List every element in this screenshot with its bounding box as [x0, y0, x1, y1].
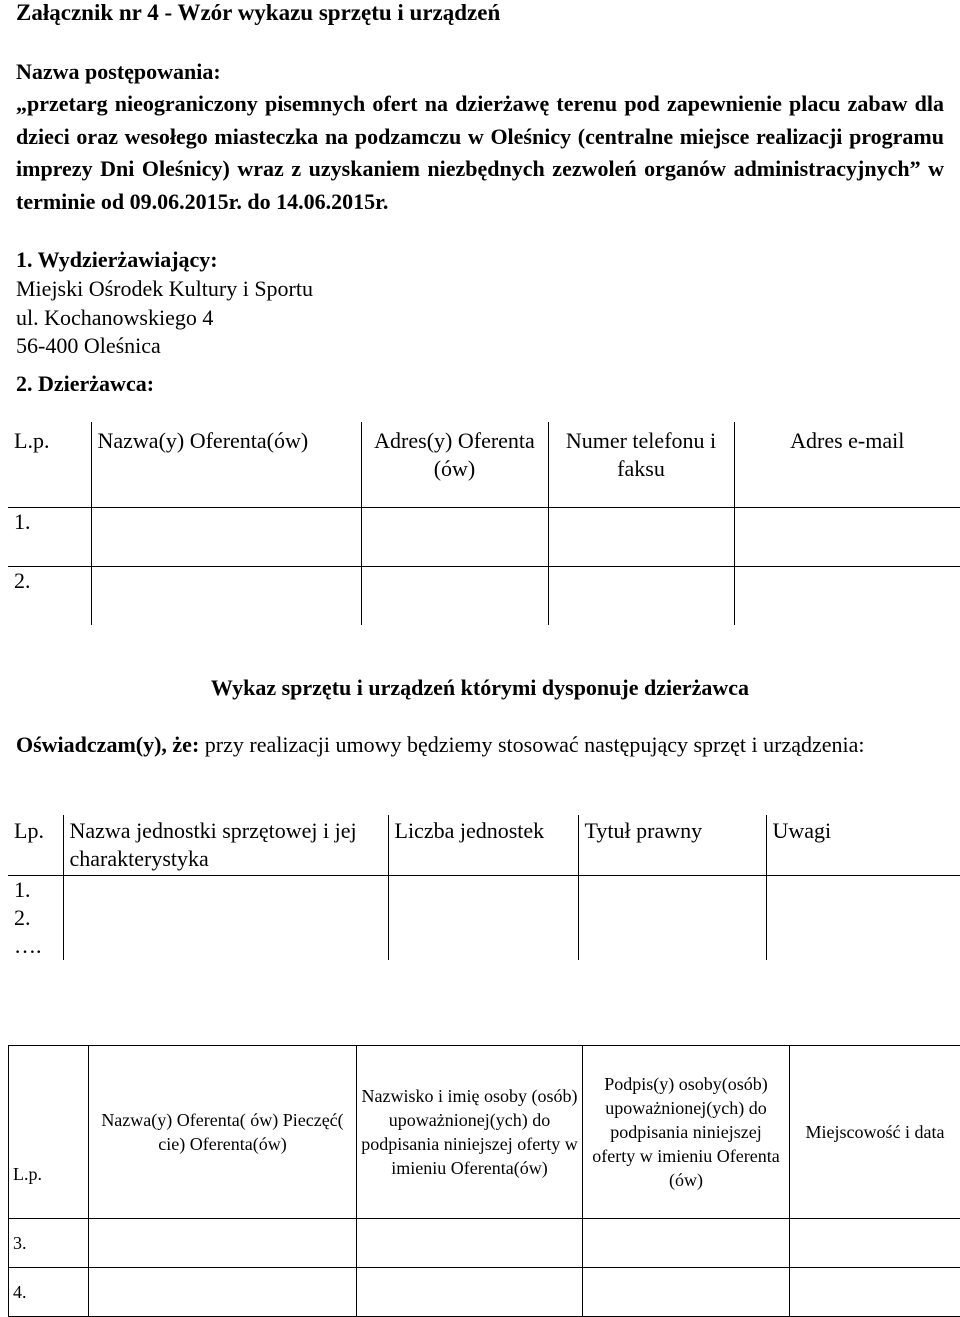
col-notes: Uwagi — [766, 815, 960, 876]
col-authorized-name: Nazwisko i imię osoby (osób) upoważnionej(ych) do podpisania niniejszej oferty w imieniu Oferenta(ów) — [357, 1046, 583, 1219]
lessor-heading: 1. Wydzierżawiający: — [16, 246, 944, 274]
col-authorized-signature: Podpis(y) osoby(osób) upoważnionej(ych) do podpisania niniejszej oferty w imieniu Oferenta (ów) — [583, 1046, 790, 1219]
lessee-table — [8, 422, 960, 625]
lessor-name: Miejski Ośrodek Kultury i Sportu — [16, 275, 944, 304]
table-row — [8, 932, 960, 960]
table-row — [9, 1219, 960, 1268]
procedure-label: Nazwa postępowania: — [16, 58, 944, 86]
lessee-heading: 2. Dzierżawca: — [16, 370, 944, 398]
lessor-address — [16, 275, 944, 361]
table-row — [8, 508, 960, 567]
col-legal-title: Tytuł prawny — [578, 815, 766, 876]
signature-table — [8, 1045, 960, 1317]
row-number: 2. — [8, 567, 91, 626]
col-offerent-address: Adres(y) Oferenta (ów) — [361, 422, 548, 508]
declaration-bold: Oświadczam(y), że: — [16, 732, 199, 757]
table-header-row — [8, 815, 960, 876]
col-lp: L.p. — [8, 422, 91, 508]
row-number: 1. — [8, 876, 63, 905]
table-row — [8, 876, 960, 905]
row-number: 1. — [8, 508, 91, 567]
declaration — [16, 730, 944, 759]
col-unit-name: Nazwa jednostki sprzętowej i jej charakterystyka — [63, 815, 388, 876]
row-number: …. — [8, 932, 63, 960]
col-offerent-stamp: Nazwa(y) Oferenta( ów) Pieczęć( cie) Oferenta(ów) — [89, 1046, 357, 1219]
col-place-date: Miejscowość i data — [790, 1046, 960, 1219]
table-header-row — [8, 422, 960, 508]
table-header-row — [9, 1046, 960, 1219]
table-row — [8, 904, 960, 932]
document-title: Załącznik nr 4 - Wzór wykazu sprzętu i urządzeń — [16, 0, 944, 28]
col-unit-count: Liczba jednostek — [388, 815, 578, 876]
procedure-text: „przetarg nieograniczony pisemnych ofert na dzierżawę terenu pod zapewnienie placu zabaw dla dzieci oraz wesołego miasteczka na podzamczu w Oleśnicy (centralne miejsce realizacji programu imprezy Dni Oleśnicy) wraz z uzyskaniem niezbędnych zezwoleń organów administracyjnych” w terminie od 09.06.2015r. do 14.06.2015r. — [16, 88, 944, 218]
row-number: 4. — [9, 1268, 89, 1317]
declaration-text: przy realizacji umowy będziemy stosować następujący sprzęt i urządzenia: — [199, 732, 864, 757]
lessor-street: ul. Kochanowskiego 4 — [16, 304, 944, 333]
col-offerent-name: Nazwa(y) Oferenta(ów) — [91, 422, 361, 508]
table-row — [8, 567, 960, 626]
col-phone-fax: Numer telefonu i faksu — [548, 422, 734, 508]
col-email: Adres e-mail — [734, 422, 960, 508]
equipment-section-title: Wykaz sprzętu i urządzeń którymi dysponuje dzierżawca — [0, 674, 960, 702]
row-number: 2. — [8, 904, 63, 932]
table-row — [9, 1268, 960, 1317]
lessor-city: 56-400 Oleśnica — [16, 332, 944, 361]
row-number: 3. — [9, 1219, 89, 1268]
col-lp: L.p. — [9, 1046, 89, 1219]
equipment-table — [8, 815, 960, 960]
col-lp: Lp. — [8, 815, 63, 876]
